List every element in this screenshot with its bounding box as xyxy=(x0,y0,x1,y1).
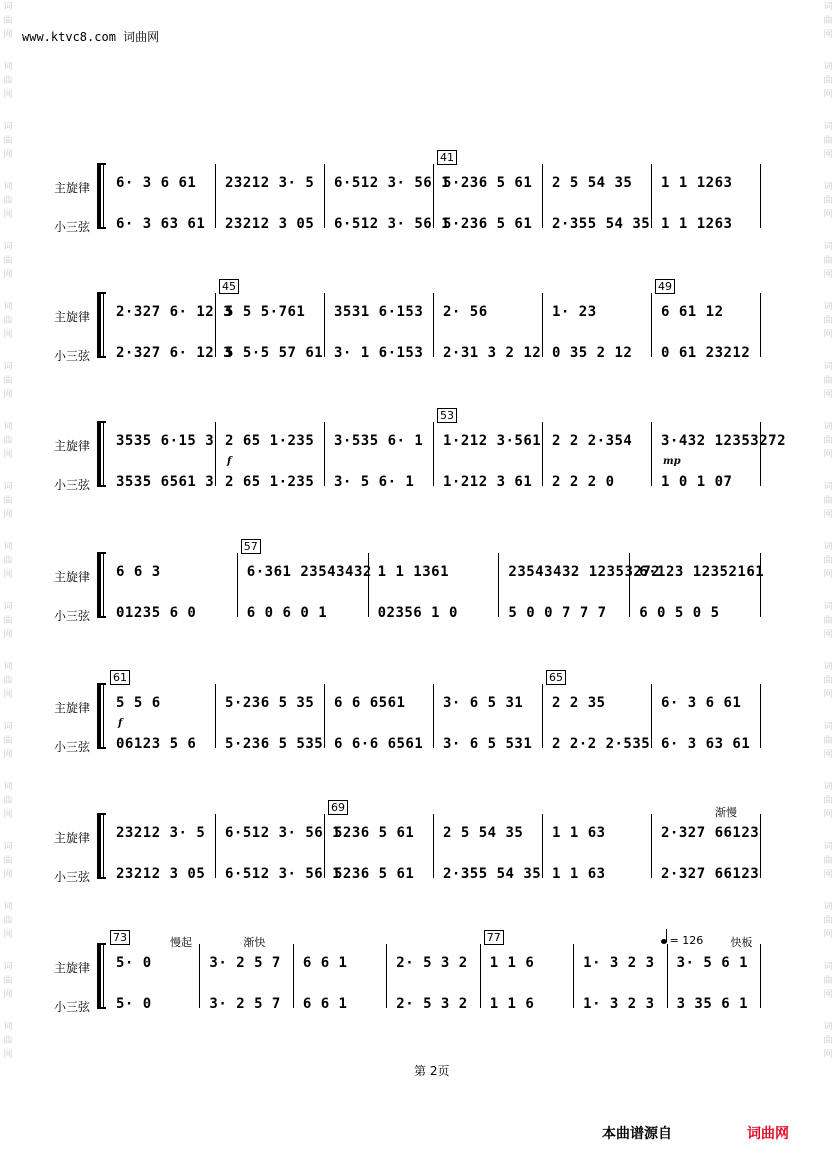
system-bracket-line xyxy=(103,164,104,228)
watermark-glyph: 词 xyxy=(823,542,833,552)
part-label-xiaosanxian: 小三弦 xyxy=(54,349,91,363)
measure-melody: 1· 23 xyxy=(552,304,597,320)
tempo-mark: 快板 xyxy=(730,936,753,949)
barline xyxy=(542,164,543,228)
score-system xyxy=(54,931,766,1014)
measure-xiaosanxian: 3· 2 5 7 xyxy=(209,996,281,1012)
watermark-glyph: 词 xyxy=(3,362,13,372)
measure-xiaosanxian: 23212 3 05 xyxy=(116,866,206,882)
tempo-mark: 慢起 xyxy=(170,936,192,949)
barline xyxy=(542,684,543,748)
barline xyxy=(542,422,543,486)
watermark-glyph: 曲 xyxy=(823,196,833,206)
measure-xiaosanxian: 2·355 54 35 xyxy=(443,866,542,882)
measure-xiaosanxian: 02356 1 0 xyxy=(377,605,458,621)
barline xyxy=(480,944,481,1008)
watermark-glyph: 曲 xyxy=(3,436,13,446)
watermark-glyph: 词 xyxy=(3,662,13,672)
system-bracket-line xyxy=(103,293,104,357)
barline xyxy=(215,684,216,748)
watermark-glyph: 词 xyxy=(3,902,13,912)
source-site-link[interactable]: 词曲网 xyxy=(747,1126,789,1142)
measure-xiaosanxian: 6 6·6 6561 xyxy=(334,736,424,752)
barline xyxy=(651,684,652,748)
barline xyxy=(368,553,369,617)
watermark-glyph: 曲 xyxy=(823,76,833,86)
watermark-glyph: 词 xyxy=(823,122,833,132)
measure-melody: 3· 6 5 31 xyxy=(443,695,524,711)
part-label-melody: 主旋律 xyxy=(54,961,91,975)
watermark-glyph: 曲 xyxy=(3,796,13,806)
part-label-xiaosanxian: 小三弦 xyxy=(54,740,91,754)
quarter-note-icon xyxy=(661,939,667,944)
measure-xiaosanxian: 2 2·2 2·535 xyxy=(552,736,651,752)
watermark-glyph: 网 xyxy=(823,90,833,100)
part-label-xiaosanxian: 小三弦 xyxy=(54,609,91,623)
measure-xiaosanxian: 0 61 23212 xyxy=(661,345,751,361)
measure-xiaosanxian: 5· 0 xyxy=(116,996,152,1012)
watermark-glyph: 词 xyxy=(823,662,833,672)
barline xyxy=(760,944,761,1008)
barline xyxy=(760,814,761,878)
measure-melody: 6· 3 6 61 xyxy=(116,175,197,191)
barline xyxy=(498,553,499,617)
measure-melody: 2 5 54 35 xyxy=(443,825,524,841)
barline xyxy=(433,684,434,748)
site-url: www.ktvc8.com 词曲网 xyxy=(22,30,160,44)
watermark-glyph: 曲 xyxy=(3,856,13,866)
measure-melody: 5 5 5·761 xyxy=(225,304,306,320)
measure-xiaosanxian: 2 2 2 0 xyxy=(552,474,615,490)
part-label-xiaosanxian: 小三弦 xyxy=(54,1000,91,1014)
measure-xiaosanxian: 1·212 3 61 xyxy=(443,474,533,490)
measure-number: 65 xyxy=(546,670,566,685)
measure-xiaosanxian: 2· 5 3 2 xyxy=(396,996,468,1012)
watermark-glyph: 网 xyxy=(3,750,13,760)
system-bracket xyxy=(97,422,101,486)
measure-xiaosanxian: 5236 5 61 xyxy=(334,866,415,882)
watermark-glyph: 曲 xyxy=(3,556,13,566)
watermark-glyph: 曲 xyxy=(3,736,13,746)
barline xyxy=(651,814,652,878)
part-label-melody: 主旋律 xyxy=(54,701,91,715)
watermark-glyph: 网 xyxy=(3,270,13,280)
measure-xiaosanxian: 1 0 1 07 xyxy=(661,474,733,490)
watermark-glyph: 词 xyxy=(3,302,13,312)
measure-xiaosanxian: 6 0 6 0 1 xyxy=(246,605,328,621)
measure-melody: 3531 6·153 xyxy=(334,304,424,320)
measure-xiaosanxian: 5·236 5 535 xyxy=(225,736,324,752)
watermark-glyph: 词 xyxy=(823,182,833,192)
watermark-glyph: 词 xyxy=(3,602,13,612)
watermark-glyph: 网 xyxy=(823,390,833,400)
watermark-glyph: 网 xyxy=(823,870,833,880)
watermark-glyph: 曲 xyxy=(3,16,13,26)
barline xyxy=(542,814,543,878)
watermark-glyph: 网 xyxy=(823,930,833,940)
measure-melody: 23212 3· 5 xyxy=(225,175,315,191)
measure-number: 77 xyxy=(484,930,504,945)
measure-xiaosanxian: 6 6 1 xyxy=(302,996,348,1012)
measure-melody: 2· 5 3 2 xyxy=(396,955,468,971)
watermark-glyph: 曲 xyxy=(3,1036,13,1046)
measure-xiaosanxian: 0 35 2 12 xyxy=(552,345,633,361)
watermark-glyph: 词 xyxy=(3,242,13,252)
measure-melody: 1 1 63 xyxy=(552,825,606,841)
watermark-glyph: 网 xyxy=(823,630,833,640)
score-system xyxy=(54,671,766,754)
watermark-glyph: 曲 xyxy=(823,736,833,746)
measure-melody: 1 1 1263 xyxy=(661,175,733,191)
watermark-glyph: 曲 xyxy=(823,976,833,986)
watermark-glyph: 曲 xyxy=(823,136,833,146)
measure-xiaosanxian: 2·327 66123 xyxy=(661,866,760,882)
barline xyxy=(215,814,216,878)
watermark-glyph: 曲 xyxy=(3,676,13,686)
measure-xiaosanxian: 01235 6 0 xyxy=(116,605,197,621)
measure-melody: 3535 6·15 3 xyxy=(116,433,215,449)
barline xyxy=(293,944,294,1008)
watermark-glyph: 词 xyxy=(3,422,13,432)
metronome-mark xyxy=(661,934,704,947)
watermark-glyph: 网 xyxy=(3,150,13,160)
watermark-glyph: 词 xyxy=(823,242,833,252)
measure-xiaosanxian: 5 5·5 57 61 xyxy=(225,345,324,361)
barline xyxy=(237,553,238,617)
barline xyxy=(629,553,630,617)
watermark-glyph: 网 xyxy=(823,330,833,340)
barline xyxy=(573,944,574,1008)
measure-melody: 3· 2 5 7 xyxy=(209,955,281,971)
measure-xiaosanxian: 1 1 6 xyxy=(489,996,535,1012)
barline xyxy=(199,944,200,1008)
watermark-glyph: 曲 xyxy=(823,616,833,626)
part-label-melody: 主旋律 xyxy=(54,570,91,584)
barline xyxy=(651,293,652,357)
part-label-xiaosanxian: 小三弦 xyxy=(54,220,91,234)
watermark-glyph: 网 xyxy=(3,690,13,700)
watermark-glyph: 曲 xyxy=(823,316,833,326)
measure-xiaosanxian: 6 0 5 0 5 xyxy=(639,605,720,621)
measure-xiaosanxian: 6·512 3· 56 1 xyxy=(225,866,342,882)
measure-melody: 2· 56 xyxy=(443,304,488,320)
watermark-glyph: 词 xyxy=(823,2,833,12)
measure-number: 61 xyxy=(110,670,130,685)
part-label-melody: 主旋律 xyxy=(54,439,91,453)
measure-melody: 6·123 12352161 xyxy=(639,564,765,580)
watermark-glyph: 词 xyxy=(3,2,13,12)
measure-number: 73 xyxy=(110,930,130,945)
watermark-glyph: 词 xyxy=(3,482,13,492)
watermark-glyph: 曲 xyxy=(3,496,13,506)
measure-number: 57 xyxy=(241,539,261,554)
watermark-glyph: 曲 xyxy=(3,136,13,146)
watermark-glyph: 词 xyxy=(823,962,833,972)
measure-xiaosanxian: 6·512 3· 56 1 xyxy=(334,216,451,232)
barline xyxy=(433,814,434,878)
system-bracket xyxy=(97,164,101,228)
watermark-glyph: 曲 xyxy=(3,916,13,926)
watermark-glyph: 网 xyxy=(3,210,13,220)
measure-xiaosanxian: 3 35 6 1 xyxy=(676,996,748,1012)
measure-melody: 1 1 1361 xyxy=(377,564,450,580)
barline xyxy=(760,422,761,486)
measure-melody: 5 5 6 xyxy=(116,695,161,711)
measure-xiaosanxian: 06123 5 6 xyxy=(116,736,197,752)
score-system xyxy=(54,540,766,623)
measure-xiaosanxian: 1 1 1263 xyxy=(661,216,733,232)
system-bracket-line xyxy=(103,684,104,748)
watermark-glyph: 网 xyxy=(823,450,833,460)
measure-melody: 6·361 23543432 xyxy=(246,564,372,580)
watermark-glyph: 词 xyxy=(823,302,833,312)
measure-melody: 2 5 54 35 xyxy=(552,175,633,191)
watermark-glyph: 网 xyxy=(3,450,13,460)
part-label-melody: 主旋律 xyxy=(54,310,91,324)
measure-melody: 1 1 6 xyxy=(489,955,535,971)
score-system xyxy=(54,409,787,492)
measure-melody: 5236 5 61 xyxy=(334,825,415,841)
measure-xiaosanxian: 5·236 5 61 xyxy=(443,216,533,232)
measure-melody: 3·535 6· 1 xyxy=(334,433,424,449)
measure-melody: 2 2 35 xyxy=(552,695,606,711)
measure-xiaosanxian: 2·355 54 35 xyxy=(552,216,651,232)
barline xyxy=(760,164,761,228)
watermark-glyph: 词 xyxy=(823,362,833,372)
barline xyxy=(324,422,325,486)
watermark-glyph: 曲 xyxy=(3,976,13,986)
measure-melody: 23212 3· 5 xyxy=(116,825,206,841)
measure-melody: 1· 3 2 3 xyxy=(583,955,655,971)
dynamic-mark: f xyxy=(227,456,232,467)
measure-xiaosanxian: 1· 3 2 3 xyxy=(583,996,655,1012)
barline xyxy=(433,293,434,357)
measure-xiaosanxian: 23212 3 05 xyxy=(225,216,315,232)
score-system xyxy=(54,280,766,363)
watermark-glyph: 网 xyxy=(823,810,833,820)
measure-xiaosanxian: 6· 3 63 61 xyxy=(661,736,751,752)
watermark-glyph: 网 xyxy=(3,30,13,40)
watermark-glyph: 网 xyxy=(3,810,13,820)
watermark-glyph: 词 xyxy=(3,542,13,552)
watermark-glyph: 曲 xyxy=(823,676,833,686)
watermark-glyph: 曲 xyxy=(823,1036,833,1046)
watermark-glyph: 网 xyxy=(823,30,833,40)
measure-number: 45 xyxy=(219,279,239,294)
system-bracket-line xyxy=(103,553,104,617)
system-bracket xyxy=(97,293,101,357)
measure-melody: 6 6 3 xyxy=(116,564,161,580)
score-system xyxy=(54,801,766,884)
watermark-glyph: 词 xyxy=(3,782,13,792)
measure-melody: 5·236 5 35 xyxy=(225,695,315,711)
watermark-glyph: 曲 xyxy=(823,436,833,446)
watermark-right xyxy=(822,0,836,1169)
measure-number: 69 xyxy=(328,800,348,815)
measure-xiaosanxian: 2·31 3 2 12 xyxy=(443,345,542,361)
barline xyxy=(324,293,325,357)
barline xyxy=(760,293,761,357)
measure-xiaosanxian: 3535 6561 3 xyxy=(116,474,215,490)
watermark-glyph: 词 xyxy=(823,722,833,732)
watermark-glyph: 词 xyxy=(3,62,13,72)
system-bracket xyxy=(97,814,101,878)
watermark-glyph: 网 xyxy=(3,390,13,400)
watermark-glyph: 曲 xyxy=(823,16,833,26)
part-label-melody: 主旋律 xyxy=(54,831,91,845)
watermark-glyph: 曲 xyxy=(823,376,833,386)
measure-xiaosanxian: 5 0 0 7 7 7 xyxy=(508,605,607,621)
watermark-glyph: 词 xyxy=(3,1022,13,1032)
watermark-glyph: 曲 xyxy=(823,256,833,266)
measure-xiaosanxian: 1 1 63 xyxy=(552,866,606,882)
barline xyxy=(651,422,652,486)
measure-melody: 3·432 12353272 xyxy=(661,433,787,449)
watermark-glyph: 网 xyxy=(823,690,833,700)
watermark-glyph: 网 xyxy=(3,870,13,880)
barline xyxy=(386,944,387,1008)
measure-melody: 2 2 2·354 xyxy=(552,433,633,449)
watermark-glyph: 词 xyxy=(823,782,833,792)
barline xyxy=(667,944,668,1008)
watermark-glyph: 曲 xyxy=(823,556,833,566)
system-bracket-line xyxy=(103,422,104,486)
watermark-glyph: 曲 xyxy=(3,256,13,266)
watermark-glyph: 网 xyxy=(3,570,13,580)
watermark-glyph: 网 xyxy=(3,630,13,640)
watermark-glyph: 词 xyxy=(823,602,833,612)
barline xyxy=(433,422,434,486)
measure-xiaosanxian: 3· 5 6· 1 xyxy=(334,474,415,490)
part-label-melody: 主旋律 xyxy=(54,181,91,195)
watermark-glyph: 曲 xyxy=(823,916,833,926)
measure-melody: 2·327 6· 12 3 xyxy=(116,304,233,320)
measure-number: 49 xyxy=(655,279,675,294)
watermark-glyph: 词 xyxy=(823,1022,833,1032)
watermark-glyph: 曲 xyxy=(3,196,13,206)
watermark-glyph: 词 xyxy=(823,842,833,852)
tempo-mark: 渐慢 xyxy=(715,806,737,819)
barline xyxy=(760,684,761,748)
watermark-glyph: 词 xyxy=(823,62,833,72)
watermark-glyph: 网 xyxy=(823,510,833,520)
measure-melody: 5·236 5 61 xyxy=(443,175,533,191)
measure-melody: 3· 5 6 1 xyxy=(676,955,748,971)
measure-xiaosanxian: 3· 6 5 531 xyxy=(443,736,533,752)
system-bracket-line xyxy=(103,814,104,878)
barline xyxy=(324,164,325,228)
measure-number: 53 xyxy=(437,408,457,423)
watermark-glyph: 曲 xyxy=(3,376,13,386)
measure-xiaosanxian: 2·327 6· 12 3 xyxy=(116,345,233,361)
watermark-glyph: 曲 xyxy=(3,76,13,86)
score-system xyxy=(54,151,766,234)
measure-xiaosanxian: 3· 1 6·153 xyxy=(334,345,424,361)
measure-xiaosanxian: 2 65 1·235 xyxy=(225,474,315,490)
measure-xiaosanxian: 6· 3 63 61 xyxy=(116,216,206,232)
measure-melody: 23543432 12353272 xyxy=(508,564,661,580)
watermark-glyph: 网 xyxy=(3,510,13,520)
part-label-xiaosanxian: 小三弦 xyxy=(54,478,91,492)
watermark-glyph: 词 xyxy=(3,182,13,192)
barline xyxy=(760,553,761,617)
measure-melody: 6 6 1 xyxy=(302,955,348,971)
watermark-glyph: 曲 xyxy=(3,616,13,626)
tempo-mark: 渐快 xyxy=(243,936,266,949)
watermark-glyph: 网 xyxy=(823,210,833,220)
watermark-glyph: 词 xyxy=(823,422,833,432)
measure-melody: 6·512 3· 56 1 xyxy=(334,175,451,191)
measure-melody: 6· 3 6 61 xyxy=(661,695,742,711)
measure-melody: 2·327 66123 xyxy=(661,825,760,841)
watermark-glyph: 词 xyxy=(3,842,13,852)
system-bracket xyxy=(97,684,101,748)
watermark-left xyxy=(2,0,16,1169)
system-bracket xyxy=(97,553,101,617)
watermark-glyph: 网 xyxy=(823,270,833,280)
watermark-glyph: 网 xyxy=(823,750,833,760)
watermark-glyph: 词 xyxy=(823,902,833,912)
watermark-glyph: 网 xyxy=(3,930,13,940)
watermark-glyph: 曲 xyxy=(3,316,13,326)
watermark-glyph: 曲 xyxy=(823,496,833,506)
barline xyxy=(215,422,216,486)
part-label-xiaosanxian: 小三弦 xyxy=(54,870,91,884)
watermark-glyph: 网 xyxy=(3,330,13,340)
dynamic-mark: f xyxy=(118,718,123,729)
measure-melody: 6 61 12 xyxy=(661,304,724,320)
barline xyxy=(215,164,216,228)
measure-melody: 2 65 1·235 xyxy=(225,433,315,449)
source-label: 本曲谱源自 xyxy=(602,1126,672,1142)
measure-number: 41 xyxy=(437,150,457,165)
measure-melody: 1·212 3·561 xyxy=(443,433,542,449)
barline xyxy=(542,293,543,357)
measure-melody: 6·512 3· 56 1 xyxy=(225,825,342,841)
watermark-glyph: 词 xyxy=(3,122,13,132)
page-number: 第 2页 xyxy=(414,1064,450,1078)
watermark-glyph: 网 xyxy=(823,990,833,1000)
dynamic-mark: mp xyxy=(663,456,681,467)
watermark-glyph: 网 xyxy=(823,1050,833,1060)
watermark-glyph: 网 xyxy=(3,90,13,100)
watermark-glyph: 词 xyxy=(3,962,13,972)
system-bracket xyxy=(97,944,101,1008)
barline xyxy=(324,684,325,748)
watermark-glyph: 词 xyxy=(3,722,13,732)
watermark-glyph: 曲 xyxy=(823,856,833,866)
watermark-glyph: 网 xyxy=(823,570,833,580)
watermark-glyph: 词 xyxy=(823,482,833,492)
watermark-glyph: 网 xyxy=(823,150,833,160)
measure-melody: 6 6 6561 xyxy=(334,695,406,711)
metronome-value: = 126 xyxy=(669,934,704,947)
system-bracket-line xyxy=(103,944,104,1008)
watermark-glyph: 网 xyxy=(3,1050,13,1060)
barline xyxy=(651,164,652,228)
measure-melody: 5· 0 xyxy=(116,955,152,971)
watermark-glyph: 网 xyxy=(3,990,13,1000)
watermark-glyph: 曲 xyxy=(823,796,833,806)
